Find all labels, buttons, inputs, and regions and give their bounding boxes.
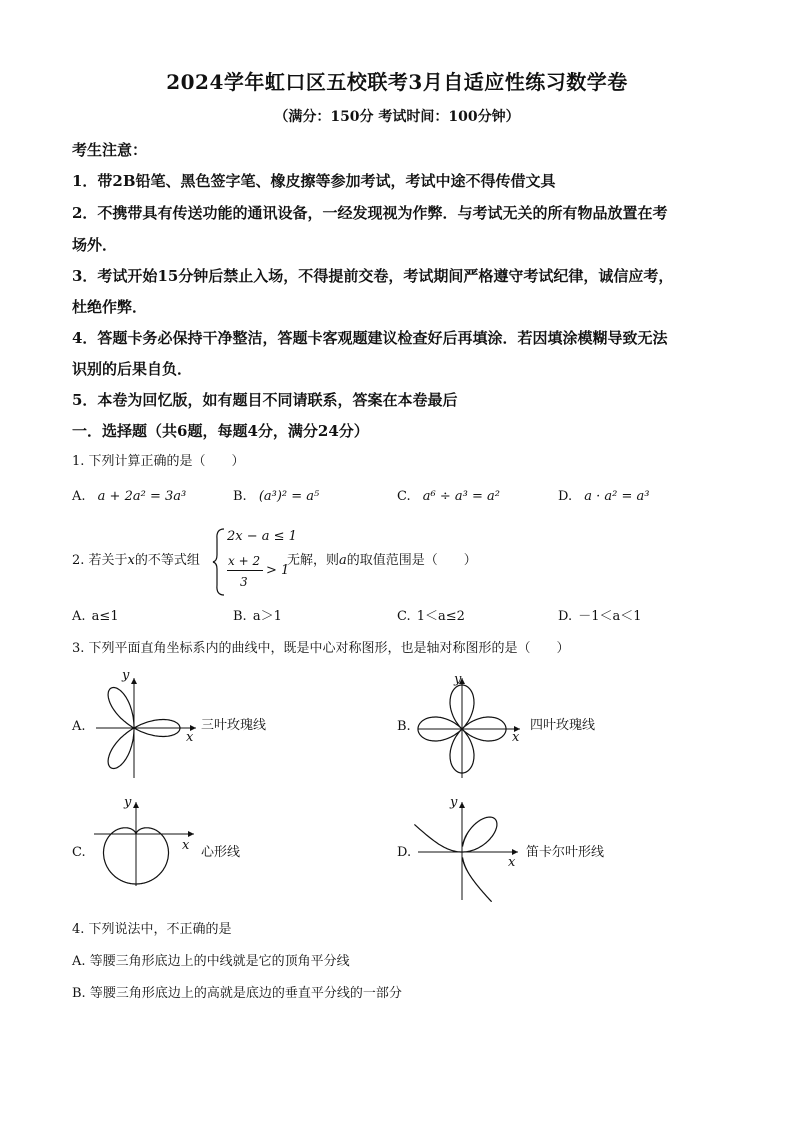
- system-brace: [212, 527, 226, 597]
- stem-text: 的取值范围是（ ）: [346, 553, 477, 568]
- q3-option-a-name: 三叶玫瑰线: [201, 718, 267, 733]
- x-axis-label: x: [182, 838, 190, 853]
- exam-subtitle: （满分：150分 考试时间：100分钟）: [274, 109, 520, 125]
- option-expr: －1＜a＜1: [578, 609, 642, 624]
- exam-title: 2024学年虹口区五校联考3月自适应性练习数学卷: [166, 70, 628, 94]
- option-expr: a + 2a² = 3a³: [97, 489, 187, 504]
- option-label: D.: [558, 609, 573, 624]
- y-axis-label: y: [122, 668, 130, 683]
- question-4-stem: 4. 下列说法中，不正确的是: [72, 922, 232, 937]
- option-expr: a⁶ ÷ a³ = a²: [422, 489, 500, 504]
- question-3-stem: 3. 下列平面直角坐标系内的曲线中，既是中心对称图形，也是轴对称图形的是（ ）: [72, 641, 570, 656]
- option-label: D.: [558, 489, 573, 504]
- notice-item: 1．带2B铅笔、黑色签字笔、橡皮擦等参加考试，考试中途不得传借文具: [72, 172, 556, 190]
- q2-option-d: [558, 608, 642, 626]
- question-2-stem: [72, 552, 200, 570]
- option-label: C.: [397, 609, 411, 624]
- fraction-bar: [227, 570, 263, 571]
- four-leaf-rose-graph: [414, 676, 524, 786]
- stem-text: 的不等式组: [134, 553, 200, 568]
- option-expr: a · a² = a³: [584, 489, 650, 504]
- stem-text: 无解，则: [287, 553, 340, 568]
- q1-option-b: [233, 488, 319, 506]
- inequality-2-numerator: x + 2: [228, 554, 261, 568]
- stem-text: 2. 若关于: [72, 553, 128, 568]
- option-expr: 1＜a≤2: [416, 609, 465, 624]
- x-axis-label: x: [508, 855, 516, 870]
- q1-option-c: [397, 488, 500, 506]
- notice-item: 2．不携带具有传送功能的通讯设备，一经发现视为作弊．与考试无关的所有物品放置在考: [72, 204, 668, 222]
- q3-option-d-label: D.: [397, 845, 412, 860]
- notice-item: 5．本卷为回忆版，如有题目不同请联系，答案在本卷最后: [72, 391, 458, 409]
- variable-x: x: [127, 553, 135, 568]
- notice-item: 识别的后果自负．: [72, 360, 193, 378]
- option-expr: a≤1: [91, 609, 119, 624]
- option-label: A.: [72, 489, 86, 504]
- q4-option-b: B. 等腰三角形底边上的高就是底边的垂直平分线的一部分: [72, 986, 402, 1001]
- option-label: A.: [72, 609, 86, 624]
- inequality-2-denominator: 3: [240, 575, 248, 589]
- q3-option-c-name: 心形线: [201, 845, 241, 860]
- q3-option-c-label: C.: [72, 845, 86, 860]
- notice-item: 4．答题卡务必保持干净整洁，答题卡客观题建议检查好后再填涂．若因填涂模糊导致无法: [72, 329, 668, 347]
- notice-item: 杜绝作弊．: [72, 298, 148, 316]
- inequality-1: 2x − a ≤ 1: [227, 529, 297, 544]
- q3-option-d-name: 笛卡尔叶形线: [526, 845, 605, 860]
- q2-option-a: [72, 608, 119, 626]
- q3-option-a-label: A.: [72, 719, 86, 734]
- variable-a: a: [339, 553, 347, 568]
- q2-option-b: [233, 608, 282, 626]
- question-2-stem-tail: [287, 552, 477, 570]
- notice-item: 3．考试开始15分钟后禁止入场，不得提前交卷，考试期间严格遵守考试纪律，诚信应考，: [72, 267, 674, 285]
- section-heading: 一．选择题（共6题，每题4分，满分24分）: [72, 422, 369, 440]
- option-expr: a＞1: [252, 609, 282, 624]
- inequality-2-rhs: > 1: [266, 563, 290, 578]
- y-axis-label: y: [450, 795, 458, 810]
- question-1-stem: 1. 下列计算正确的是（ ）: [72, 454, 245, 469]
- notice-item: 场外．: [72, 236, 118, 254]
- q2-option-c: [397, 608, 465, 626]
- x-axis-label: x: [512, 730, 520, 745]
- y-axis-label: y: [454, 672, 462, 687]
- option-expr: (a³)² = a⁵: [258, 489, 320, 504]
- q1-option-d: [558, 488, 649, 506]
- q3-option-b-name: 四叶玫瑰线: [530, 718, 596, 733]
- option-label: B.: [233, 489, 247, 504]
- q3-option-b-label: B.: [397, 719, 411, 734]
- folium-graph: [414, 798, 524, 902]
- y-axis-label: y: [124, 795, 132, 810]
- notice-heading: 考生注意：: [72, 141, 148, 159]
- three-leaf-rose-graph: [92, 672, 202, 782]
- q4-option-a: A. 等腰三角形底边上的中线就是它的顶角平分线: [72, 954, 350, 969]
- q1-option-a: [72, 488, 186, 506]
- folium-curve: [414, 817, 497, 902]
- option-label: B.: [233, 609, 247, 624]
- x-axis-label: x: [186, 730, 194, 745]
- option-label: C.: [397, 489, 411, 504]
